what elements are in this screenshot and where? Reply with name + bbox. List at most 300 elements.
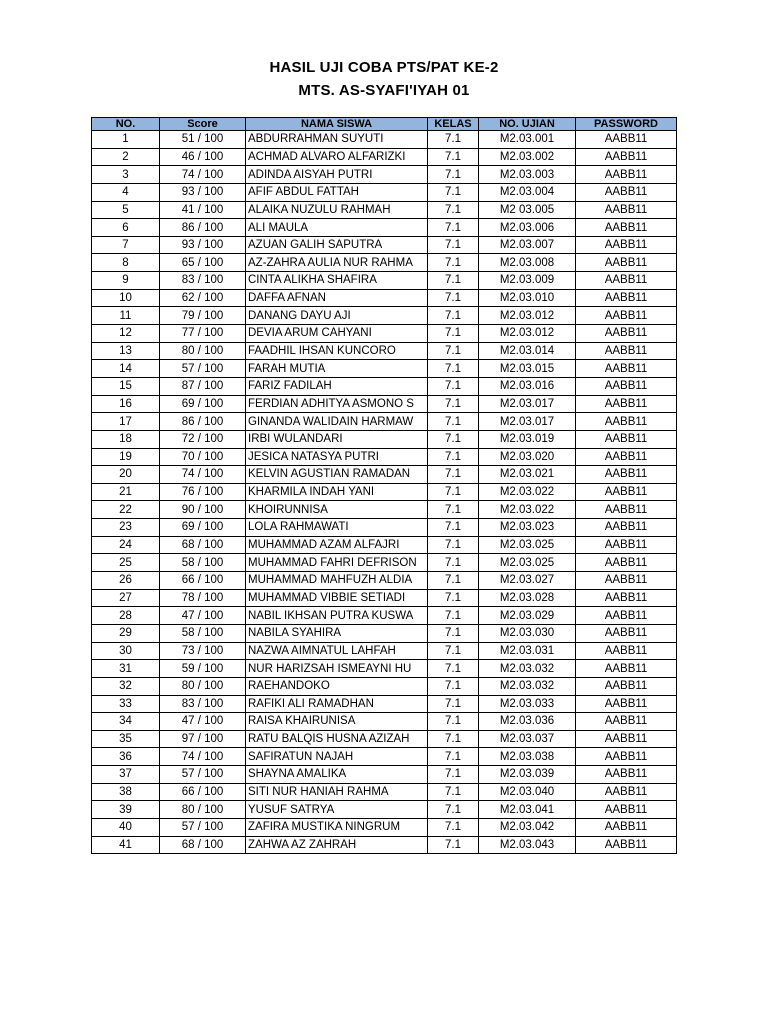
cell-score: 83 / 100	[160, 272, 246, 290]
cell-kelas: 7.1	[428, 554, 479, 572]
cell-nama-siswa: FARIZ FADILAH	[246, 377, 428, 395]
cell-kelas: 7.1	[428, 801, 479, 819]
results-table	[91, 117, 677, 854]
cell-score: 80 / 100	[160, 342, 246, 360]
cell-nama-siswa: ACHMAD ALVARO ALFARIZKI	[246, 148, 428, 166]
cell-score: 70 / 100	[160, 448, 246, 466]
cell-password: AABB11	[576, 536, 677, 554]
cell-password: AABB11	[576, 289, 677, 307]
cell-password: AABB11	[576, 466, 677, 484]
cell-nama-siswa: SITI NUR HANIAH RAHMA	[246, 783, 428, 801]
cell-score: 47 / 100	[160, 713, 246, 731]
table-row	[92, 219, 677, 237]
cell-kelas: 7.1	[428, 219, 479, 237]
cell-nama-siswa: RAFIKI ALI RAMADHAN	[246, 695, 428, 713]
table-row	[92, 148, 677, 166]
cell-no-ujian: M2.03.022	[479, 483, 576, 501]
cell-kelas: 7.1	[428, 466, 479, 484]
cell-no: 38	[92, 783, 160, 801]
cell-no-ujian: M2.03.040	[479, 783, 576, 801]
table-row	[92, 713, 677, 731]
cell-no-ujian: M2.03.004	[479, 183, 576, 201]
cell-no-ujian: M2.03.017	[479, 395, 576, 413]
header-nama-siswa: NAMA SISWA	[246, 118, 428, 131]
table-row	[92, 395, 677, 413]
cell-nama-siswa: RAEHANDOKO	[246, 677, 428, 695]
cell-score: 58 / 100	[160, 554, 246, 572]
cell-no-ujian: M2.03.017	[479, 413, 576, 431]
cell-no: 7	[92, 236, 160, 254]
cell-kelas: 7.1	[428, 201, 479, 219]
table-row	[92, 466, 677, 484]
table-row	[92, 289, 677, 307]
cell-no-ujian: M2 03.005	[479, 201, 576, 219]
cell-kelas: 7.1	[428, 131, 479, 149]
cell-nama-siswa: JESICA NATASYA PUTRI	[246, 448, 428, 466]
cell-nama-siswa: AZUAN GALIH SAPUTRA	[246, 236, 428, 254]
cell-no: 39	[92, 801, 160, 819]
cell-no-ujian: M2.03.036	[479, 713, 576, 731]
cell-score: 86 / 100	[160, 413, 246, 431]
table-body	[92, 131, 677, 854]
cell-nama-siswa: FERDIAN ADHITYA ASMONO S	[246, 395, 428, 413]
cell-kelas: 7.1	[428, 536, 479, 554]
cell-password: AABB11	[576, 342, 677, 360]
table-row	[92, 536, 677, 554]
cell-nama-siswa: IRBI WULANDARI	[246, 430, 428, 448]
cell-password: AABB11	[576, 307, 677, 325]
cell-password: AABB11	[576, 730, 677, 748]
table-header	[92, 118, 677, 131]
cell-no: 14	[92, 360, 160, 378]
cell-kelas: 7.1	[428, 148, 479, 166]
cell-no: 21	[92, 483, 160, 501]
cell-kelas: 7.1	[428, 836, 479, 854]
table-row	[92, 572, 677, 590]
cell-no-ujian: M2.03.042	[479, 818, 576, 836]
cell-no: 2	[92, 148, 160, 166]
cell-no: 16	[92, 395, 160, 413]
cell-kelas: 7.1	[428, 624, 479, 642]
cell-nama-siswa: DAFFA AFNAN	[246, 289, 428, 307]
cell-password: AABB11	[576, 183, 677, 201]
cell-nama-siswa: DEVIA ARUM CAHYANI	[246, 325, 428, 343]
cell-no-ujian: M2.03.014	[479, 342, 576, 360]
cell-no-ujian: M2.03.001	[479, 131, 576, 149]
cell-no: 22	[92, 501, 160, 519]
cell-score: 74 / 100	[160, 466, 246, 484]
table-row	[92, 325, 677, 343]
header-no: NO.	[92, 118, 160, 131]
cell-kelas: 7.1	[428, 307, 479, 325]
cell-password: AABB11	[576, 607, 677, 625]
cell-password: AABB11	[576, 131, 677, 149]
cell-nama-siswa: YUSUF SATRYA	[246, 801, 428, 819]
cell-score: 76 / 100	[160, 483, 246, 501]
cell-kelas: 7.1	[428, 818, 479, 836]
table-row	[92, 307, 677, 325]
cell-kelas: 7.1	[428, 766, 479, 784]
cell-no: 34	[92, 713, 160, 731]
table-row	[92, 589, 677, 607]
table-row	[92, 660, 677, 678]
cell-nama-siswa: KHOIRUNNISA	[246, 501, 428, 519]
cell-nama-siswa: ZAHWA AZ ZAHRAH	[246, 836, 428, 854]
cell-no: 32	[92, 677, 160, 695]
cell-no-ujian: M2.03.033	[479, 695, 576, 713]
cell-score: 80 / 100	[160, 677, 246, 695]
table-row	[92, 519, 677, 537]
cell-no: 29	[92, 624, 160, 642]
table-row	[92, 448, 677, 466]
header-row	[92, 118, 677, 131]
table-row	[92, 695, 677, 713]
cell-no: 36	[92, 748, 160, 766]
cell-kelas: 7.1	[428, 783, 479, 801]
cell-nama-siswa: CINTA ALIKHA SHAFIRA	[246, 272, 428, 290]
cell-password: AABB11	[576, 430, 677, 448]
cell-password: AABB11	[576, 572, 677, 590]
cell-no-ujian: M2.03.025	[479, 554, 576, 572]
cell-kelas: 7.1	[428, 430, 479, 448]
cell-password: AABB11	[576, 801, 677, 819]
cell-password: AABB11	[576, 360, 677, 378]
cell-score: 86 / 100	[160, 219, 246, 237]
cell-no-ujian: M2.03.020	[479, 448, 576, 466]
cell-no-ujian: M2.03.019	[479, 430, 576, 448]
cell-password: AABB11	[576, 589, 677, 607]
cell-score: 57 / 100	[160, 360, 246, 378]
cell-kelas: 7.1	[428, 607, 479, 625]
cell-nama-siswa: FARAH MUTIA	[246, 360, 428, 378]
cell-password: AABB11	[576, 254, 677, 272]
table-row	[92, 342, 677, 360]
cell-score: 68 / 100	[160, 536, 246, 554]
cell-kelas: 7.1	[428, 501, 479, 519]
table-row	[92, 183, 677, 201]
table-row	[92, 642, 677, 660]
table-row	[92, 783, 677, 801]
table-row	[92, 166, 677, 184]
cell-score: 57 / 100	[160, 766, 246, 784]
header-kelas: KELAS	[428, 118, 479, 131]
cell-no: 4	[92, 183, 160, 201]
cell-password: AABB11	[576, 166, 677, 184]
cell-no-ujian: M2.03.027	[479, 572, 576, 590]
cell-no-ujian: M2.03.038	[479, 748, 576, 766]
cell-password: AABB11	[576, 695, 677, 713]
cell-password: AABB11	[576, 272, 677, 290]
cell-nama-siswa: DANANG DAYU AJI	[246, 307, 428, 325]
cell-nama-siswa: SHAYNA AMALIKA	[246, 766, 428, 784]
cell-password: AABB11	[576, 377, 677, 395]
cell-password: AABB11	[576, 677, 677, 695]
cell-kelas: 7.1	[428, 695, 479, 713]
cell-score: 74 / 100	[160, 166, 246, 184]
cell-no-ujian: M2.03.022	[479, 501, 576, 519]
cell-no-ujian: M2.03.029	[479, 607, 576, 625]
header-password: PASSWORD	[576, 118, 677, 131]
cell-kelas: 7.1	[428, 660, 479, 678]
cell-password: AABB11	[576, 201, 677, 219]
table-row	[92, 554, 677, 572]
cell-no-ujian: M2.03.015	[479, 360, 576, 378]
cell-no: 40	[92, 818, 160, 836]
cell-no-ujian: M2.03.031	[479, 642, 576, 660]
cell-no-ujian: M2.03.010	[479, 289, 576, 307]
cell-password: AABB11	[576, 748, 677, 766]
cell-no: 41	[92, 836, 160, 854]
table-row	[92, 748, 677, 766]
cell-kelas: 7.1	[428, 730, 479, 748]
cell-nama-siswa: NABILA SYAHIRA	[246, 624, 428, 642]
cell-score: 93 / 100	[160, 236, 246, 254]
cell-score: 68 / 100	[160, 836, 246, 854]
cell-score: 62 / 100	[160, 289, 246, 307]
cell-no: 26	[92, 572, 160, 590]
cell-no: 25	[92, 554, 160, 572]
cell-no: 3	[92, 166, 160, 184]
cell-no-ujian: M2.03.037	[479, 730, 576, 748]
cell-score: 74 / 100	[160, 748, 246, 766]
cell-score: 57 / 100	[160, 818, 246, 836]
cell-no-ujian: M2.03.012	[479, 307, 576, 325]
cell-no-ujian: M2.03.032	[479, 660, 576, 678]
cell-kelas: 7.1	[428, 572, 479, 590]
cell-no-ujian: M2.03.002	[479, 148, 576, 166]
cell-nama-siswa: MUHAMMAD MAHFUZH ALDIA	[246, 572, 428, 590]
cell-kelas: 7.1	[428, 254, 479, 272]
cell-password: AABB11	[576, 395, 677, 413]
table-row	[92, 430, 677, 448]
cell-no-ujian: M2.03.032	[479, 677, 576, 695]
cell-kelas: 7.1	[428, 483, 479, 501]
cell-no: 15	[92, 377, 160, 395]
cell-score: 93 / 100	[160, 183, 246, 201]
cell-no-ujian: M2.03.025	[479, 536, 576, 554]
table-row	[92, 201, 677, 219]
document-title-block	[0, 56, 768, 102]
cell-no-ujian: M2.03.041	[479, 801, 576, 819]
cell-password: AABB11	[576, 413, 677, 431]
cell-no: 31	[92, 660, 160, 678]
cell-nama-siswa: MUHAMMAD AZAM ALFAJRI	[246, 536, 428, 554]
cell-score: 78 / 100	[160, 589, 246, 607]
cell-kelas: 7.1	[428, 448, 479, 466]
table-row	[92, 607, 677, 625]
cell-nama-siswa: ALI MAULA	[246, 219, 428, 237]
cell-password: AABB11	[576, 713, 677, 731]
cell-password: AABB11	[576, 501, 677, 519]
cell-password: AABB11	[576, 519, 677, 537]
cell-score: 69 / 100	[160, 519, 246, 537]
cell-nama-siswa: ZAFIRA MUSTIKA NINGRUM	[246, 818, 428, 836]
cell-no: 8	[92, 254, 160, 272]
cell-no: 24	[92, 536, 160, 554]
cell-nama-siswa: NAZWA AIMNATUL LAHFAH	[246, 642, 428, 660]
cell-no: 19	[92, 448, 160, 466]
cell-nama-siswa: ABDURRAHMAN SUYUTI	[246, 131, 428, 149]
cell-password: AABB11	[576, 325, 677, 343]
table-row	[92, 818, 677, 836]
table-row	[92, 413, 677, 431]
cell-no: 17	[92, 413, 160, 431]
cell-score: 79 / 100	[160, 307, 246, 325]
cell-kelas: 7.1	[428, 360, 479, 378]
cell-no-ujian: M2.03.043	[479, 836, 576, 854]
table-row	[92, 272, 677, 290]
cell-no-ujian: M2.03.039	[479, 766, 576, 784]
cell-password: AABB11	[576, 219, 677, 237]
cell-nama-siswa: ALAIKA NUZULU RAHMAH	[246, 201, 428, 219]
cell-password: AABB11	[576, 783, 677, 801]
cell-no-ujian: M2.03.021	[479, 466, 576, 484]
cell-score: 65 / 100	[160, 254, 246, 272]
cell-password: AABB11	[576, 818, 677, 836]
cell-kelas: 7.1	[428, 589, 479, 607]
cell-no-ujian: M2.03.009	[479, 272, 576, 290]
cell-score: 66 / 100	[160, 572, 246, 590]
cell-score: 97 / 100	[160, 730, 246, 748]
cell-no-ujian: M2.03.016	[479, 377, 576, 395]
table-row	[92, 483, 677, 501]
cell-kelas: 7.1	[428, 272, 479, 290]
table-row	[92, 131, 677, 149]
cell-kelas: 7.1	[428, 236, 479, 254]
cell-no: 10	[92, 289, 160, 307]
cell-score: 46 / 100	[160, 148, 246, 166]
cell-no-ujian: M2.03.007	[479, 236, 576, 254]
cell-kelas: 7.1	[428, 713, 479, 731]
table-row	[92, 254, 677, 272]
cell-no-ujian: M2.03.008	[479, 254, 576, 272]
cell-no: 12	[92, 325, 160, 343]
cell-score: 80 / 100	[160, 801, 246, 819]
cell-nama-siswa: MUHAMMAD FAHRI DEFRISON	[246, 554, 428, 572]
table-row	[92, 360, 677, 378]
cell-score: 58 / 100	[160, 624, 246, 642]
cell-nama-siswa: GINANDA WALIDAIN HARMAW	[246, 413, 428, 431]
cell-no: 11	[92, 307, 160, 325]
cell-nama-siswa: ADINDA AISYAH PUTRI	[246, 166, 428, 184]
table-row	[92, 836, 677, 854]
cell-nama-siswa: LOLA RAHMAWATI	[246, 519, 428, 537]
school-name: MTS. AS-SYAFI'IYAH 01	[298, 82, 470, 99]
cell-password: AABB11	[576, 236, 677, 254]
cell-nama-siswa: NABIL IKHSAN PUTRA KUSWA	[246, 607, 428, 625]
cell-no: 27	[92, 589, 160, 607]
cell-no-ujian: M2.03.006	[479, 219, 576, 237]
cell-nama-siswa: KHARMILA INDAH YANI	[246, 483, 428, 501]
cell-no-ujian: M2.03.012	[479, 325, 576, 343]
cell-no: 13	[92, 342, 160, 360]
cell-no-ujian: M2.03.028	[479, 589, 576, 607]
cell-password: AABB11	[576, 836, 677, 854]
cell-kelas: 7.1	[428, 166, 479, 184]
cell-kelas: 7.1	[428, 289, 479, 307]
cell-no: 37	[92, 766, 160, 784]
cell-password: AABB11	[576, 554, 677, 572]
cell-password: AABB11	[576, 448, 677, 466]
cell-password: AABB11	[576, 148, 677, 166]
table-row	[92, 766, 677, 784]
cell-no: 9	[92, 272, 160, 290]
cell-score: 51 / 100	[160, 131, 246, 149]
table-row	[92, 501, 677, 519]
cell-score: 83 / 100	[160, 695, 246, 713]
cell-no-ujian: M2.03.030	[479, 624, 576, 642]
cell-score: 59 / 100	[160, 660, 246, 678]
table-row	[92, 677, 677, 695]
cell-nama-siswa: RAISA KHAIRUNISA	[246, 713, 428, 731]
cell-nama-siswa: FAADHIL IHSAN KUNCORO	[246, 342, 428, 360]
cell-no: 30	[92, 642, 160, 660]
cell-score: 87 / 100	[160, 377, 246, 395]
cell-kelas: 7.1	[428, 325, 479, 343]
cell-password: AABB11	[576, 642, 677, 660]
header-no-ujian: NO. UJIAN	[479, 118, 576, 131]
cell-password: AABB11	[576, 624, 677, 642]
cell-nama-siswa: AFIF ABDUL FATTAH	[246, 183, 428, 201]
cell-password: AABB11	[576, 660, 677, 678]
cell-kelas: 7.1	[428, 413, 479, 431]
table-row	[92, 730, 677, 748]
cell-no: 20	[92, 466, 160, 484]
cell-no-ujian: M2.03.003	[479, 166, 576, 184]
cell-kelas: 7.1	[428, 183, 479, 201]
table-row	[92, 624, 677, 642]
cell-nama-siswa: RATU BALQIS HUSNA AZIZAH	[246, 730, 428, 748]
table-row	[92, 377, 677, 395]
cell-kelas: 7.1	[428, 642, 479, 660]
cell-nama-siswa: SAFIRATUN NAJAH	[246, 748, 428, 766]
cell-no: 33	[92, 695, 160, 713]
cell-score: 69 / 100	[160, 395, 246, 413]
cell-kelas: 7.1	[428, 677, 479, 695]
cell-no: 35	[92, 730, 160, 748]
document-title: HASIL UJI COBA PTS/PAT KE-2	[269, 59, 499, 76]
cell-score: 66 / 100	[160, 783, 246, 801]
cell-score: 41 / 100	[160, 201, 246, 219]
cell-no: 6	[92, 219, 160, 237]
cell-score: 72 / 100	[160, 430, 246, 448]
cell-kelas: 7.1	[428, 342, 479, 360]
cell-nama-siswa: NUR HARIZSAH ISMEAYNI HU	[246, 660, 428, 678]
cell-no: 5	[92, 201, 160, 219]
cell-kelas: 7.1	[428, 395, 479, 413]
cell-score: 90 / 100	[160, 501, 246, 519]
cell-no-ujian: M2.03.023	[479, 519, 576, 537]
cell-no: 28	[92, 607, 160, 625]
cell-no: 18	[92, 430, 160, 448]
cell-no: 23	[92, 519, 160, 537]
cell-nama-siswa: MUHAMMAD VIBBIE SETIADI	[246, 589, 428, 607]
table-row	[92, 236, 677, 254]
cell-password: AABB11	[576, 766, 677, 784]
cell-no: 1	[92, 131, 160, 149]
header-score: Score	[160, 118, 246, 131]
cell-password: AABB11	[576, 483, 677, 501]
cell-nama-siswa: AZ-ZAHRA AULIA NUR RAHMA	[246, 254, 428, 272]
cell-score: 77 / 100	[160, 325, 246, 343]
cell-score: 47 / 100	[160, 607, 246, 625]
table-row	[92, 801, 677, 819]
cell-kelas: 7.1	[428, 519, 479, 537]
cell-kelas: 7.1	[428, 377, 479, 395]
cell-score: 73 / 100	[160, 642, 246, 660]
cell-kelas: 7.1	[428, 748, 479, 766]
cell-nama-siswa: KELVIN AGUSTIAN RAMADAN	[246, 466, 428, 484]
